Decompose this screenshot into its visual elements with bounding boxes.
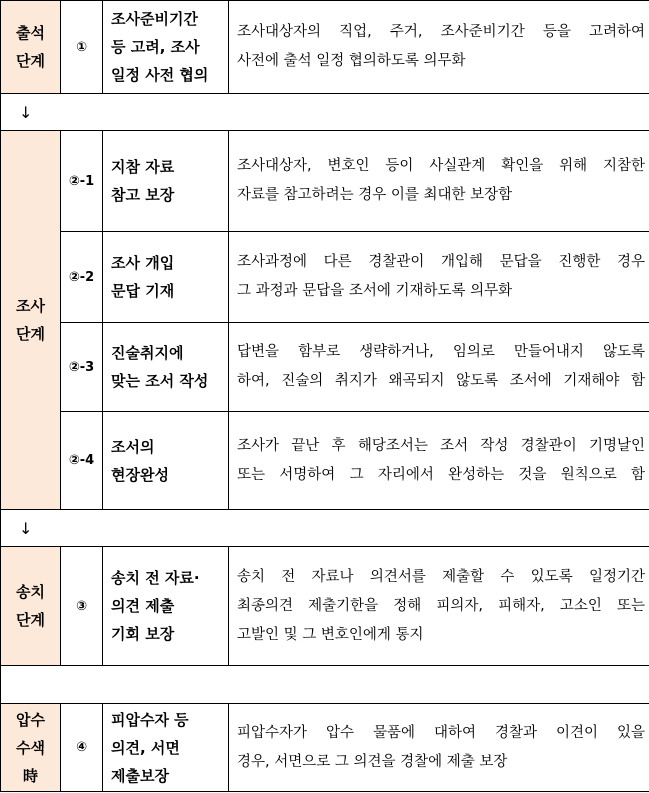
- down-arrow-icon: ↓: [1, 94, 649, 131]
- item-description-cell: [229, 412, 649, 510]
- item-title-cell: [103, 704, 229, 792]
- item-title-line: 송치 전 자료·: [111, 569, 200, 587]
- table-row: [1, 547, 649, 666]
- arrow-row: [1, 510, 649, 547]
- item-title-cell: [103, 323, 229, 412]
- item-title-line: 등 고려, 조사: [111, 38, 200, 56]
- item-number: ③: [61, 547, 103, 666]
- item-title-cell: [103, 412, 229, 510]
- arrow-row: [1, 94, 649, 131]
- stage-cell-seizure: [1, 704, 61, 792]
- item-title-line: 일정 사전 협의: [111, 66, 209, 84]
- stage-label: 단계: [16, 611, 45, 629]
- item-description-cell: [229, 131, 649, 232]
- description-line: 그 과정과 문답을 조서에 기재하도록 의무화: [237, 283, 513, 299]
- item-number: ②-2: [61, 232, 103, 323]
- item-number: ①: [61, 1, 103, 94]
- item-number: ②-1: [61, 131, 103, 232]
- item-title-cell: [103, 232, 229, 323]
- item-title-line: 지참 자료: [111, 158, 175, 176]
- description-line: 경우, 서면으로 그 의견을 경찰에 제출 보장: [237, 753, 508, 770]
- item-title-line: 진술취지에: [111, 344, 184, 362]
- description-line: 답변을 함부로 생략하거나, 임의로 만들어내지 않도록: [237, 344, 645, 360]
- description-line: 자료를 참고하려는 경우 이를 최대한 보장함: [237, 187, 513, 203]
- item-description-cell: [229, 704, 649, 792]
- item-title-line: 맞는 조서 작성: [111, 372, 209, 390]
- table-row: [1, 323, 649, 412]
- stage-label: 출석: [16, 24, 45, 42]
- item-description-cell: [229, 1, 649, 94]
- table-row: [1, 232, 649, 323]
- item-title-line: 조서의: [111, 437, 155, 456]
- stage-cell-investigation: [1, 131, 61, 510]
- item-number: ②-3: [61, 323, 103, 412]
- description-line: 조사대상자, 변호인 등이 사실관계 확인을 위해 지참한: [237, 158, 645, 174]
- description-line: 최종의견 제출기한을 정해 피의자, 피해자, 고소인 또는: [237, 597, 645, 614]
- item-description-cell: [229, 547, 649, 666]
- stage-label: 송치: [16, 583, 45, 601]
- item-title-cell: [103, 131, 229, 232]
- stage-label: 수색: [16, 738, 45, 757]
- stage-label: 단계: [16, 52, 45, 70]
- item-description-cell: [229, 323, 649, 412]
- down-arrow-icon: ↓: [1, 510, 649, 547]
- item-title-line: 조사 개입: [111, 254, 175, 272]
- item-title-line: 의견, 서면: [111, 738, 180, 757]
- description-line: 조사과정에 다른 경찰관이 개입해 문답을 진행한 경우: [237, 254, 645, 270]
- item-number: ②-4: [61, 412, 103, 510]
- stage-label: 時: [22, 766, 38, 785]
- item-title-line: 문답 기재: [111, 282, 175, 300]
- item-title-line: 기회 보장: [111, 625, 175, 643]
- description-line: 하여, 진술의 취지가 왜곡되지 않도록 조서에 기재해야 함: [237, 373, 645, 389]
- stage-label: 압수: [16, 710, 45, 729]
- table-row: [1, 412, 649, 510]
- item-number: ④: [61, 704, 103, 792]
- item-title-cell: [103, 547, 229, 666]
- item-description-cell: [229, 232, 649, 323]
- description-line: 피압수자가 압수 물품에 대하여 경찰과 이견이 있을: [237, 724, 645, 741]
- blank-separator: [1, 666, 649, 704]
- description-line: 또는 서명하여 그 자리에서 완성하는 것을 원칙으로 함: [237, 466, 645, 483]
- item-title-line: 의견 제출: [111, 597, 175, 615]
- description-line: 고발인 및 그 변호인에게 통지: [237, 626, 424, 643]
- table-row: [1, 1, 649, 94]
- description-line: 조사가 끝난 후 해당조서는 조서 작성 경찰관이 기명날인: [237, 437, 645, 454]
- item-title-line: 참고 보장: [111, 186, 175, 204]
- item-title-line: 제출보장: [111, 766, 169, 785]
- stage-cell-attendance: [1, 1, 61, 94]
- stage-label: 단계: [16, 325, 45, 343]
- table-row: [1, 131, 649, 232]
- item-title-cell: [103, 1, 229, 94]
- description-line: 사전에 출석 일정 협의하도록 의무화: [237, 53, 466, 69]
- stage-label: 조사: [16, 297, 45, 315]
- item-title-line: 조사준비기간: [111, 10, 198, 28]
- item-title-line: 피압수자 등: [111, 710, 189, 729]
- description-line: 송치 전 자료나 의견서를 제출할 수 있도록 일정기간: [237, 568, 645, 585]
- item-title-line: 현장완성: [111, 465, 169, 484]
- stage-cell-referral: [1, 547, 61, 666]
- table-row: [1, 704, 649, 792]
- description-line: 조사대상자의 직업, 주거, 조사준비기간 등을 고려하여: [237, 24, 645, 40]
- blank-row: [1, 666, 649, 704]
